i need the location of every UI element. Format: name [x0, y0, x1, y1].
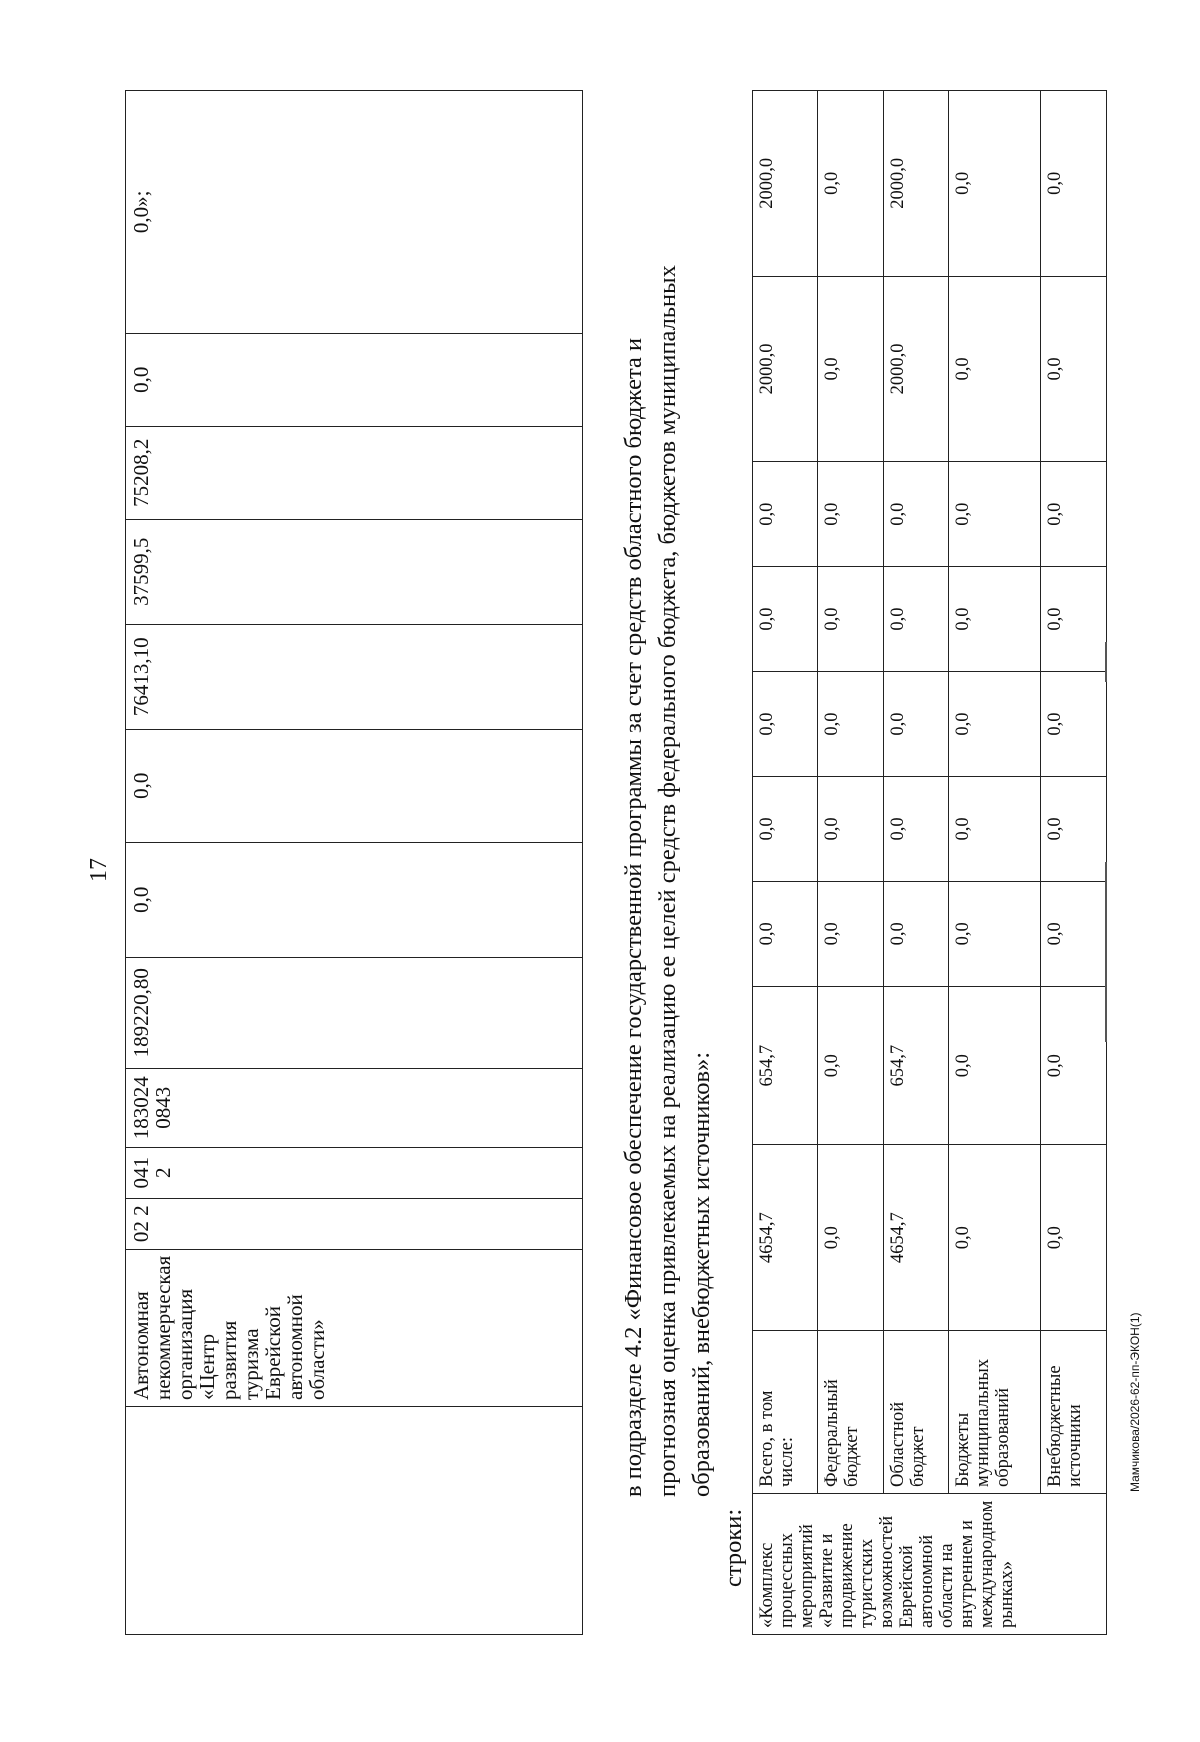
- table-cell: 0,0: [949, 1145, 1041, 1331]
- table-cell: 0,0: [753, 776, 818, 881]
- table-cell: 0,0: [949, 567, 1041, 672]
- table-row: [753, 91, 818, 1635]
- table-cell: 0,0: [818, 776, 883, 881]
- table-cell: 0,0: [1041, 776, 1107, 881]
- rows-label: строки:: [720, 1508, 747, 1587]
- table-cell: 75208,2: [126, 426, 583, 519]
- table-cell: 0,0: [949, 776, 1041, 881]
- table-cell: 0,0: [126, 333, 583, 426]
- table-cell: 0,0: [818, 567, 883, 672]
- table-cell-label: Областной бюджет: [883, 1331, 948, 1494]
- table-cell: 0,0: [126, 729, 583, 842]
- divider: [1105, 642, 1107, 682]
- table-cell: 37599,5: [126, 519, 583, 624]
- table-cell: 0,0»;: [126, 91, 583, 334]
- paragraph-line: образований, внебюджетных источников»:: [688, 1051, 715, 1497]
- table-cell: 0,0: [126, 842, 583, 957]
- table-cell: 0,0: [818, 1145, 883, 1331]
- table-cell: 041 2: [126, 1147, 583, 1198]
- table-cell-empty: [126, 1407, 583, 1635]
- table-cell: 0,0: [949, 276, 1041, 462]
- table-cell: 0,0: [753, 567, 818, 672]
- table-cell: 0,0: [1041, 91, 1107, 277]
- table-cell: 0,0: [753, 881, 818, 986]
- table-cell: 0,0: [1041, 462, 1107, 567]
- table-cell-program: «Комплекс процессных мероприятий «Развитие и продвижение туристских возможностей Еврейской автономной области на внутреннем и международном рынках»: [753, 1494, 1107, 1635]
- table-cell: 0,0: [818, 672, 883, 777]
- table-cell: 0,0: [883, 776, 948, 881]
- table-cell: 0,0: [1041, 567, 1107, 672]
- table-cell: 654,7: [753, 986, 818, 1145]
- table-cell: 0,0: [949, 672, 1041, 777]
- divider: [1105, 862, 1107, 1042]
- table-cell: 0,0: [883, 672, 948, 777]
- section-paragraph: [617, 97, 719, 1497]
- table-cell: 2000,0: [883, 91, 948, 277]
- table-cell: 0,0: [883, 881, 948, 986]
- table-cell: 183024 0843: [126, 1068, 583, 1147]
- table-lower: [752, 90, 1107, 1635]
- table-cell: 4654,7: [753, 1145, 818, 1331]
- table-row: [126, 91, 583, 1635]
- table-row: [883, 91, 948, 1635]
- table-cell: 0,0: [753, 462, 818, 567]
- table-cell: 0,0: [818, 276, 883, 462]
- table-cell: 2000,0: [753, 91, 818, 277]
- table-row: [1041, 91, 1107, 1635]
- paragraph-line: в подразделе 4.2 «Финансовое обеспечение государственной программы за счет средств областного бюджета и: [620, 337, 647, 1497]
- table-cell: 4654,7: [883, 1145, 948, 1331]
- table-cell: 0,0: [883, 567, 948, 672]
- table-cell: 0,0: [1041, 881, 1107, 986]
- footer-code: Мамчикова/2026-62-пп-ЭКОН(1): [1128, 1312, 1142, 1492]
- table-cell: 189220,80: [126, 957, 583, 1068]
- table-cell: 0,0: [949, 91, 1041, 277]
- table-cell: 0,0: [1041, 986, 1107, 1145]
- table-cell: 0,0: [1041, 276, 1107, 462]
- table-cell: 0,0: [818, 986, 883, 1145]
- table-cell: 0,0: [883, 462, 948, 567]
- paragraph-line: прогнозная оценка привлекаемых на реализацию ее целей средств федерального бюджета, бюджетов муниципальных: [654, 265, 681, 1497]
- table-upper: [125, 90, 583, 1635]
- table-cell-label: Федеральный бюджет: [818, 1331, 883, 1494]
- table-row: [949, 91, 1041, 1635]
- table-cell: 76413,10: [126, 624, 583, 729]
- table-cell: 654,7: [883, 986, 948, 1145]
- table-cell: 0,0: [949, 462, 1041, 567]
- table-cell: 0,0: [818, 881, 883, 986]
- table-cell: 2000,0: [753, 276, 818, 462]
- table-cell: 0,0: [818, 91, 883, 277]
- table-cell-label: Бюджеты муниципальных образований: [949, 1331, 1041, 1494]
- table-cell: 02 2: [126, 1198, 583, 1249]
- table-cell-label: Внебюджетные источники: [1041, 1331, 1107, 1494]
- table-cell: 0,0: [949, 881, 1041, 986]
- table-cell: 0,0: [1041, 672, 1107, 777]
- table-cell: 0,0: [818, 462, 883, 567]
- table-cell: 0,0: [753, 672, 818, 777]
- page-number: 17: [86, 858, 112, 882]
- table-cell-org: Автономная некоммерческая организация «Центр развития туризма Еврейской автономной области»: [126, 1249, 583, 1406]
- table-cell: 0,0: [1041, 1145, 1107, 1331]
- table-row: [818, 91, 883, 1635]
- table-cell-label: Всего, в том числе:: [753, 1331, 818, 1494]
- table-cell: 0,0: [949, 986, 1041, 1145]
- table-cell: 2000,0: [883, 276, 948, 462]
